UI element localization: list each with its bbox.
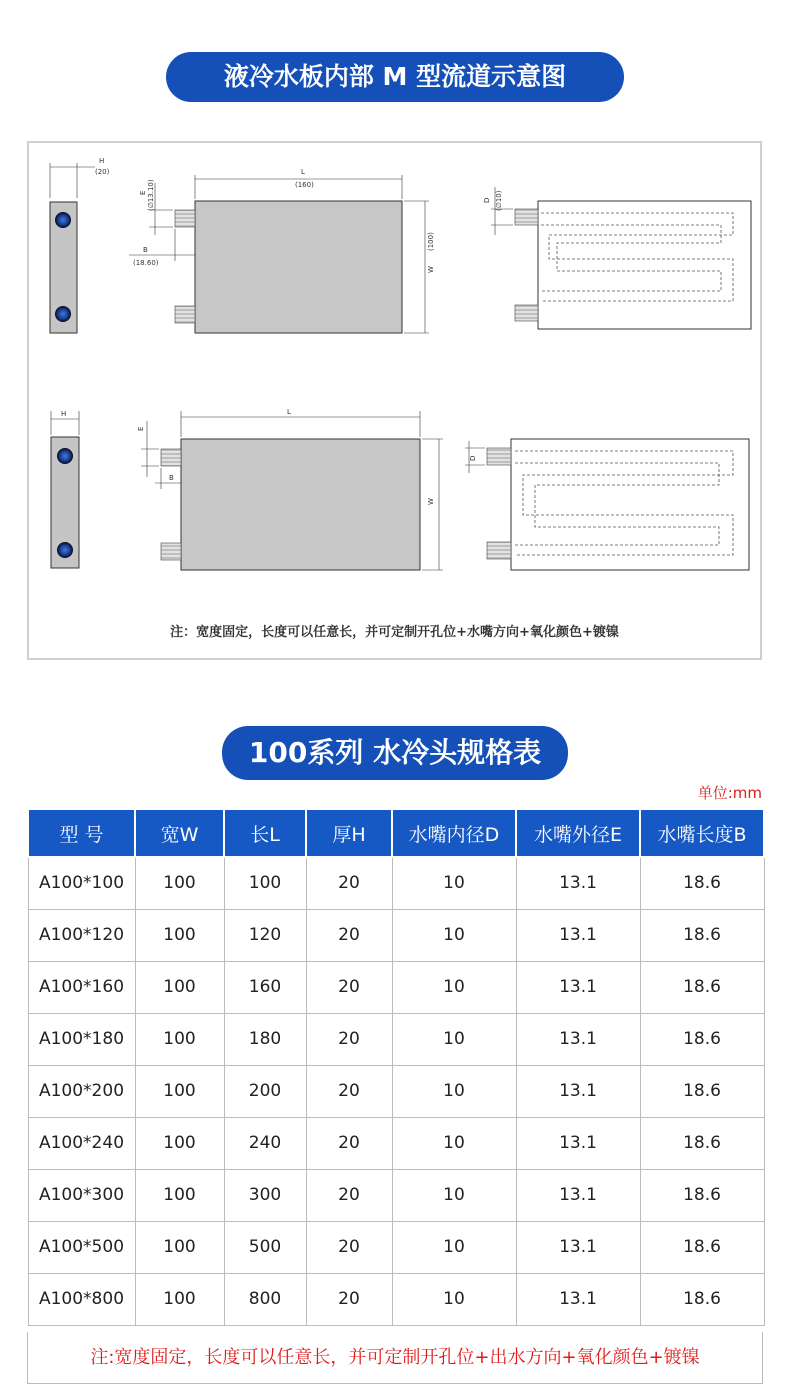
table-cell: 10: [392, 1013, 516, 1065]
table-cell: 18.6: [640, 961, 764, 1013]
unit-label: 单位:mm: [697, 784, 762, 802]
port-icon: [57, 448, 73, 464]
table-cell: 13.1: [516, 1013, 640, 1065]
table-cell: 200: [224, 1065, 306, 1117]
table-cell: 13.1: [516, 1117, 640, 1169]
table-cell: 20: [306, 1221, 392, 1273]
table-row: [28, 1169, 764, 1221]
table-cell: 10: [392, 1169, 516, 1221]
dim-e2: E: [137, 426, 145, 431]
table-cell: 20: [306, 961, 392, 1013]
table-cell: 18.6: [640, 1117, 764, 1169]
table-cell: A100*500: [28, 1221, 135, 1273]
table-cell: 13.1: [516, 857, 640, 909]
column-header: 水嘴外径E: [516, 809, 640, 857]
nozzle: [175, 306, 195, 323]
table-cell: 18.6: [640, 909, 764, 961]
table-row: [28, 961, 764, 1013]
dim-b-value: (18.60): [133, 259, 159, 267]
table-cell: 18.6: [640, 1013, 764, 1065]
port-icon: [57, 542, 73, 558]
dim-w2: W: [427, 498, 435, 505]
table-note-box: [27, 1332, 763, 1384]
table-cell: 13.1: [516, 1221, 640, 1273]
table-cell: A100*120: [28, 909, 135, 961]
drawing-canvas: [29, 143, 760, 658]
dim-h: H: [99, 157, 105, 165]
spec-table: [27, 808, 765, 1326]
table-cell: 10: [392, 961, 516, 1013]
column-header: 型 号: [28, 809, 135, 857]
table-cell: 20: [306, 1117, 392, 1169]
table-cell: 100: [135, 1169, 224, 1221]
table-cell: 100: [135, 1117, 224, 1169]
table-cell: 18.6: [640, 1169, 764, 1221]
dim-b2: B: [169, 474, 174, 482]
table-cell: 13.1: [516, 1273, 640, 1325]
table-cell: A100*160: [28, 961, 135, 1013]
dim-d-value: (∅10): [495, 190, 503, 211]
dim-e: E: [139, 190, 147, 195]
table-row: [28, 1065, 764, 1117]
dim-e-value: (∅13.10): [147, 179, 155, 211]
front-view-1: [129, 168, 435, 333]
front-view-2: [137, 408, 443, 570]
table-row: [28, 1117, 764, 1169]
table-cell: 20: [306, 1065, 392, 1117]
column-header: 水嘴长度B: [640, 809, 764, 857]
nozzle: [161, 449, 181, 466]
nozzle: [487, 448, 511, 465]
table-cell: 10: [392, 1273, 516, 1325]
table-row: [28, 1221, 764, 1273]
table-cell: 20: [306, 1013, 392, 1065]
table-cell: 500: [224, 1221, 306, 1273]
table-row: [28, 1013, 764, 1065]
port-icon: [55, 212, 71, 228]
table-cell: 20: [306, 857, 392, 909]
side-view-1: [50, 157, 110, 333]
table-cell: A100*100: [28, 857, 135, 909]
section-title-flow-diagram: 液冷水板内部 M 型流道示意图: [166, 52, 624, 102]
table-cell: 18.6: [640, 1065, 764, 1117]
table-cell: 13.1: [516, 909, 640, 961]
dim-w-value: (100): [427, 232, 435, 251]
table-cell: 100: [135, 1221, 224, 1273]
table-cell: 160: [224, 961, 306, 1013]
table-cell: 20: [306, 909, 392, 961]
column-header: 厚H: [306, 809, 392, 857]
table-cell: 240: [224, 1117, 306, 1169]
table-cell: 10: [392, 857, 516, 909]
table-cell: 800: [224, 1273, 306, 1325]
table-cell: A100*180: [28, 1013, 135, 1065]
dim-l-value: (160): [295, 181, 314, 189]
table-cell: 300: [224, 1169, 306, 1221]
column-header: 水嘴内径D: [392, 809, 516, 857]
column-header: 长L: [224, 809, 306, 857]
table-cell: 100: [135, 1065, 224, 1117]
dim-l: L: [301, 168, 305, 176]
table-cell: 20: [306, 1169, 392, 1221]
dim-l2: L: [287, 408, 291, 416]
nozzle: [515, 305, 538, 321]
table-cell: 18.6: [640, 857, 764, 909]
table-header-row: [28, 809, 764, 857]
side-view-2: [51, 410, 79, 568]
table-cell: 18.6: [640, 1221, 764, 1273]
dim-b: B: [143, 246, 148, 254]
table-cell: A100*200: [28, 1065, 135, 1117]
table-cell: A100*800: [28, 1273, 135, 1325]
nozzle: [175, 210, 195, 227]
table-row: [28, 857, 764, 909]
table-cell: 13.1: [516, 961, 640, 1013]
table-cell: 180: [224, 1013, 306, 1065]
table-row: [28, 909, 764, 961]
column-header: 宽W: [135, 809, 224, 857]
table-cell: 10: [392, 1065, 516, 1117]
nozzle: [161, 543, 181, 560]
table-cell: 10: [392, 1117, 516, 1169]
table-cell: 100: [135, 1013, 224, 1065]
section-title-spec-table: 100系列 水冷头规格表: [222, 726, 568, 780]
technical-drawing: [27, 141, 762, 660]
dim-d: D: [483, 197, 491, 203]
table-cell: 13.1: [516, 1169, 640, 1221]
table-cell: A100*300: [28, 1169, 135, 1221]
table-cell: 120: [224, 909, 306, 961]
dim-h-value: (20): [95, 168, 110, 176]
table-note: 注:宽度固定，长度可以任意长，并可定制开孔位+出水方向+氧化颜色+镀镍: [90, 1347, 700, 1368]
drawing-note: 注：宽度固定，长度可以任意长，并可定制开孔位+水嘴方向+氧化颜色+镀镍: [170, 625, 619, 640]
table-cell: 20: [306, 1273, 392, 1325]
port-icon: [55, 306, 71, 322]
table-cell: 100: [135, 961, 224, 1013]
table-cell: 100: [135, 857, 224, 909]
flow-path-view-2: [465, 439, 749, 570]
dim-h2: H: [61, 410, 67, 418]
nozzle: [515, 209, 538, 225]
table-cell: 18.6: [640, 1273, 764, 1325]
table-row: [28, 1273, 764, 1325]
table-cell: 100: [135, 909, 224, 961]
dim-w: W: [427, 266, 435, 273]
table-cell: 13.1: [516, 1065, 640, 1117]
table-cell: 100: [224, 857, 306, 909]
nozzle: [487, 542, 511, 559]
table-cell: 10: [392, 1221, 516, 1273]
table-cell: 10: [392, 909, 516, 961]
flow-path-view-1: [483, 187, 751, 329]
table-cell: A100*240: [28, 1117, 135, 1169]
dim-d2: D: [469, 455, 477, 461]
table-cell: 100: [135, 1273, 224, 1325]
